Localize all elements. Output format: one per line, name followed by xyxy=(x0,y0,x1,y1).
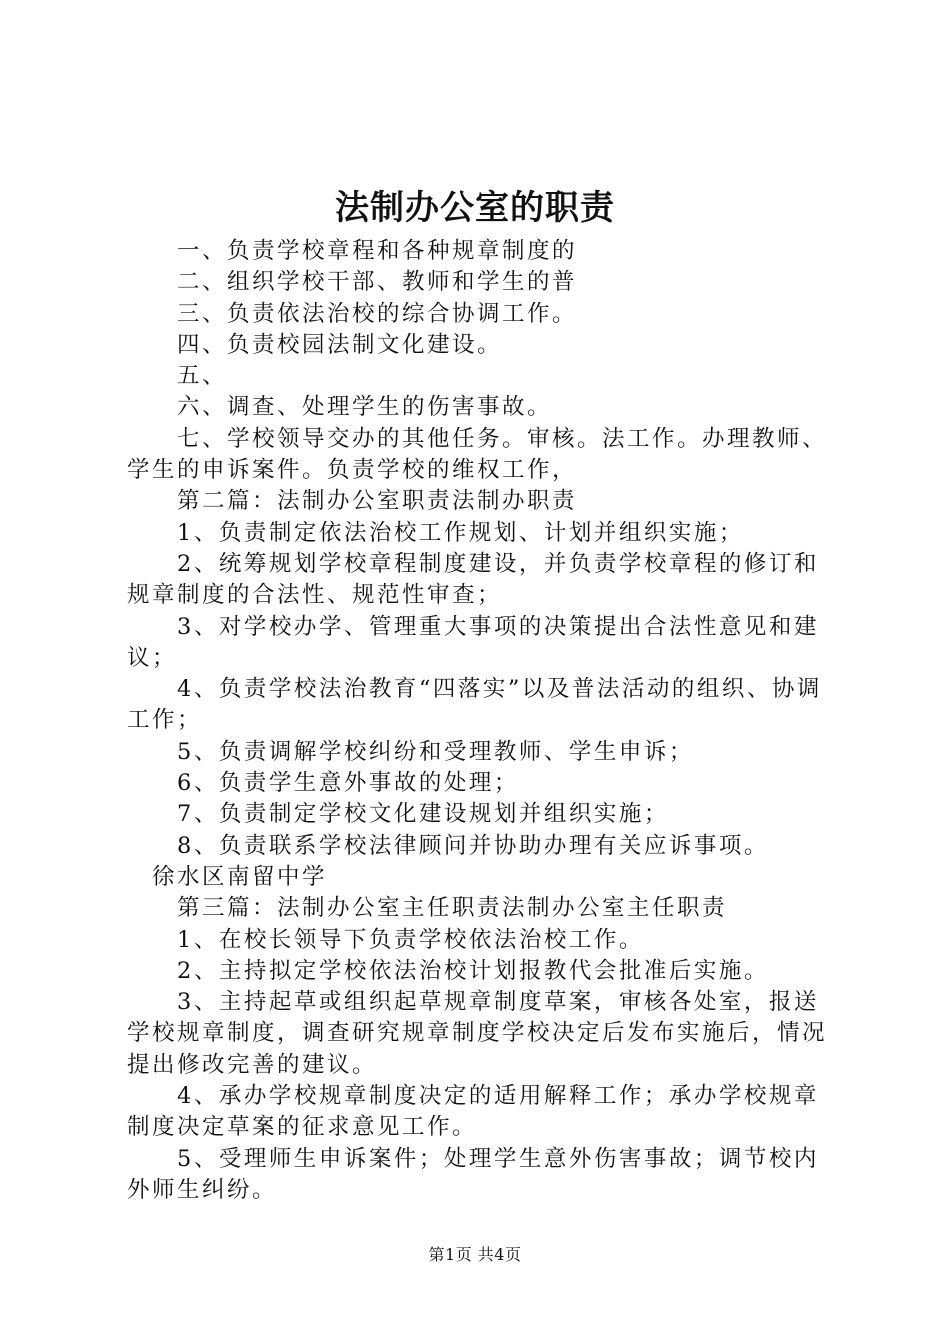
paragraph-15: 7、负责制定学校文化建设规划并组织实施； xyxy=(177,801,669,828)
paragraph-9: 1、负责制定依法治校工作规划、计划并组织实施； xyxy=(177,519,744,546)
school-name: 徐水区南留中学 xyxy=(152,863,328,890)
section-heading-2: 第二篇：法制办公室职责法制办职责 xyxy=(177,488,578,515)
paragraph-21: 3、主持起草或组织起草规章制度草案，审核各处室，报送学校规章制度，调查研究规章制度学校决定后发布实施后，情况提出修改完善的建议。 xyxy=(127,989,828,1078)
paragraph-6: 六、调查、处理学生的伤害事故。 xyxy=(177,394,553,421)
paragraph-23: 5、受理师生申诉案件；处理学生意外伤害事故；调节校内外师生纠纷。 xyxy=(127,1145,819,1203)
paragraph-5: 五、 xyxy=(177,363,228,390)
paragraph-2: 二、组织学校干部、教师和学生的普 xyxy=(177,269,578,296)
paragraph-22: 4、承办学校规章制度决定的适用解释工作；承办学校规章制度决定草案的征求意见工作。 xyxy=(127,1083,819,1141)
paragraph-4: 四、负责校园法制文化建设。 xyxy=(177,331,503,358)
paragraph-12: 4、负责学校法治教育“四落实”以及普法活动的组织、协调工作； xyxy=(127,676,822,734)
document-body xyxy=(127,236,833,1206)
paragraph-16: 8、负责联系学校法律顾问并协助办理有关应诉事项。 xyxy=(177,832,769,859)
paragraph-14: 6、负责学生意外事故的处理； xyxy=(177,770,519,797)
paragraph-11: 3、对学校办学、管理重大事项的决策提出合法性意见和建议； xyxy=(127,613,819,671)
paragraph-7: 七、学校领导交办的其他任务。审核。法工作。办理教师、学生的申诉案件。负责学校的维权工作， xyxy=(127,425,828,484)
page-number-footer: 第1页 共4页 xyxy=(428,1245,522,1264)
paragraph-19: 1、在校长领导下负责学校依法治校工作。 xyxy=(177,926,644,953)
paragraph-1: 一、负责学校章程和各种规章制度的 xyxy=(177,238,578,264)
paragraph-10: 2、统筹规划学校章程制度建设，并负责学校章程的修订和规章制度的合法性、规范性审查； xyxy=(127,550,819,609)
paragraph-3: 三、负责依法治校的综合协调工作。 xyxy=(177,300,578,327)
document-title: 法制办公室的职责 xyxy=(335,188,615,228)
section-heading-3: 第三篇：法制办公室主任职责法制办公室主任职责 xyxy=(177,895,728,922)
paragraph-13: 5、负责调解学校纠纷和受理教师、学生申诉； xyxy=(177,738,694,765)
paragraph-20: 2、主持拟定学校依法治校计划报教代会批准后实施。 xyxy=(177,957,769,984)
